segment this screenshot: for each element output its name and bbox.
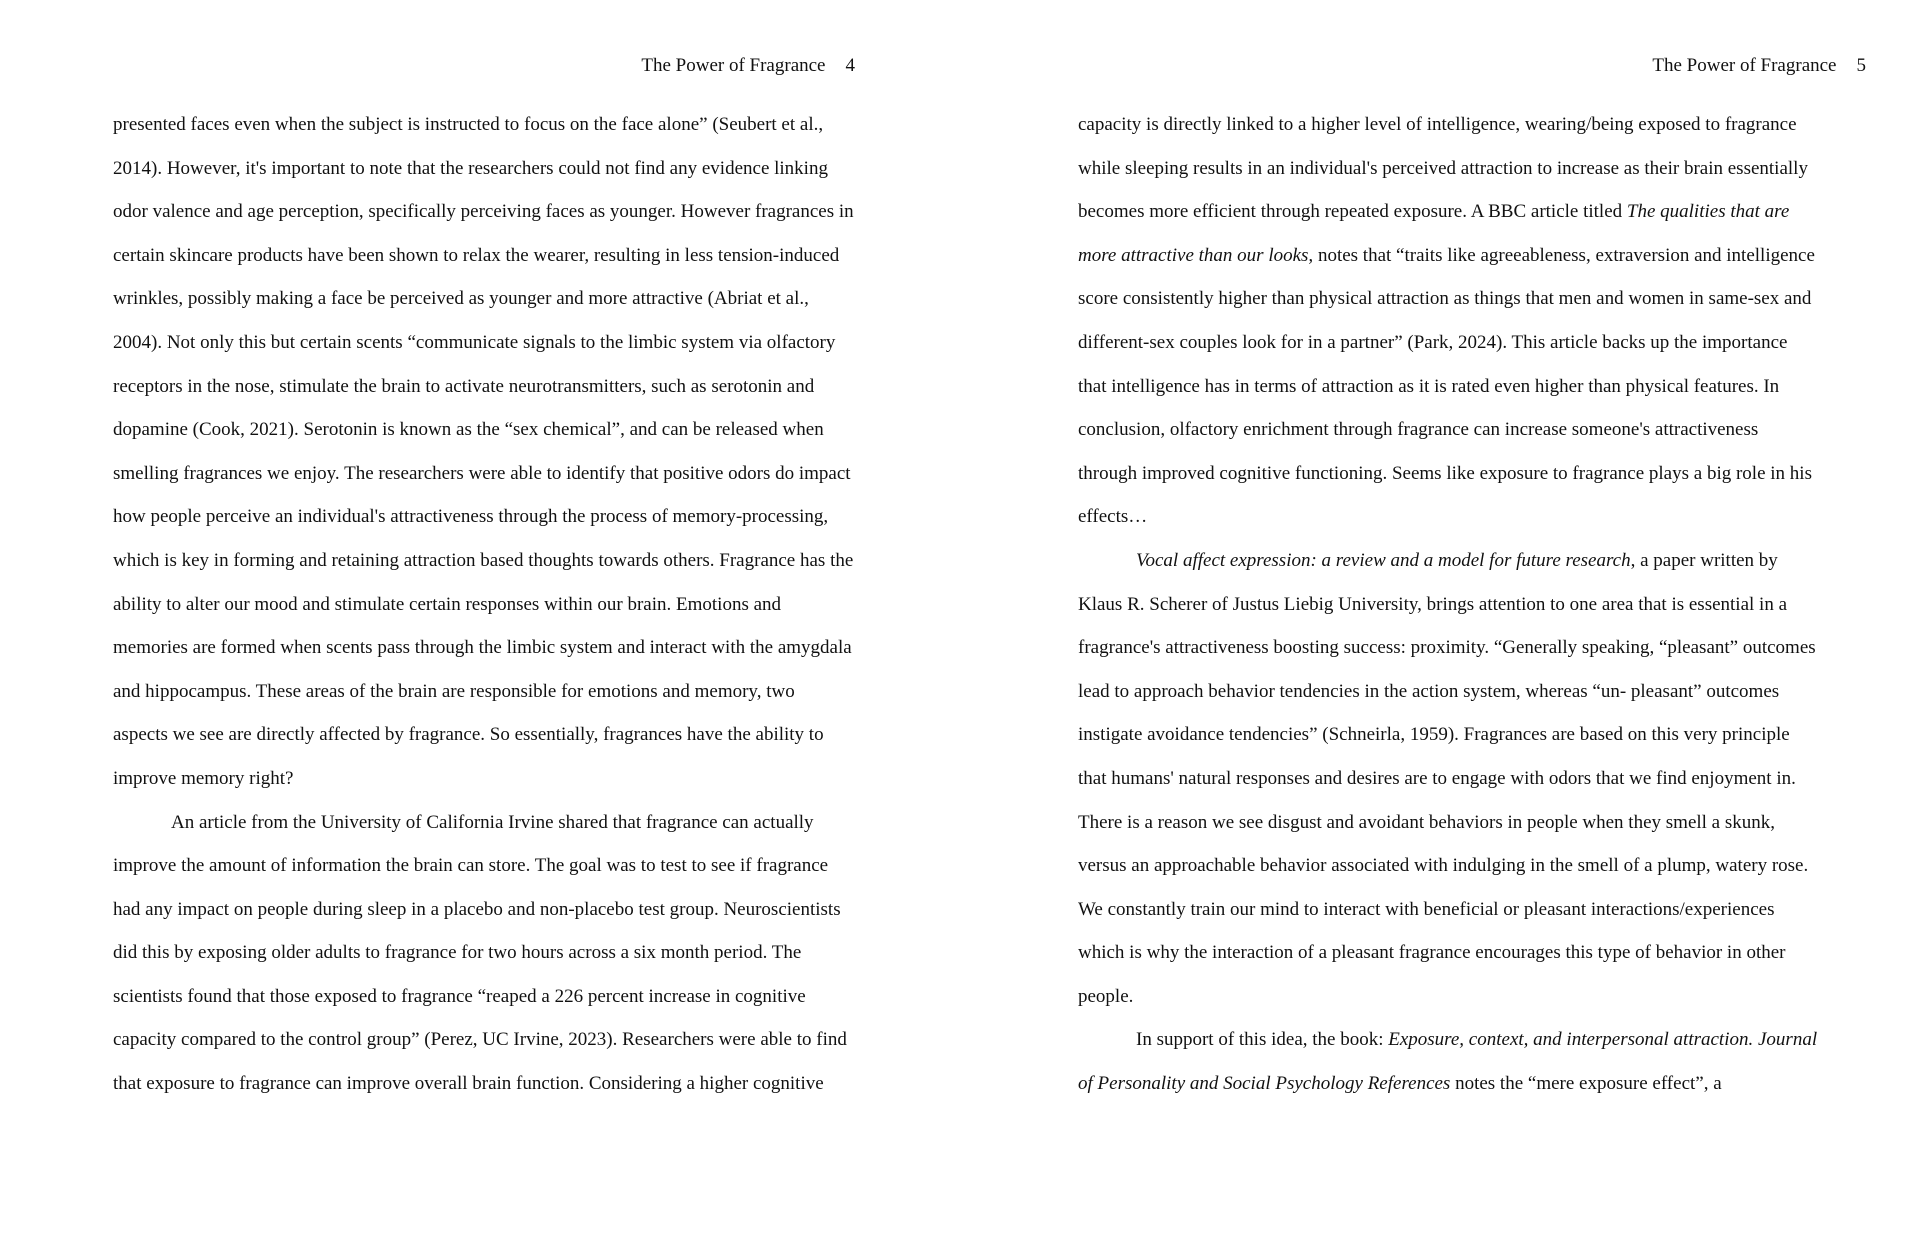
text-line: conclusion, olfactory enrichment through fragrance can increase someone's attractiveness — [1078, 419, 1759, 441]
italic-title: Vocal affect expression: a review and a model for future research — [1136, 549, 1631, 571]
text-line: 2014). However, it's important to note that the researchers could not find any evidence linking — [113, 157, 828, 179]
text-segment: notes the “mere exposure effect”, a — [1450, 1073, 1722, 1095]
text-line: and hippocampus. These areas of the brain are responsible for emotions and memory, two — [113, 680, 795, 702]
document-page-right — [960, 0, 1920, 1241]
text-line: instigate avoidance tendencies” (Schneirla, 1959). Fragrances are based on this very principle — [1078, 724, 1790, 746]
text-line: score consistently higher than physical attraction as things that men and women in same-sex and — [1078, 288, 1812, 310]
running-head-title: The Power of Fragrance — [641, 55, 826, 76]
text-line: fragrance's attractiveness boosting success: proximity. “Generally speaking, “pleasant” outcomes — [1078, 637, 1816, 659]
text-line: aspects we see are directly affected by fragrance. So essentially, fragrances have the ability to — [113, 724, 824, 746]
text-line — [1078, 190, 1838, 234]
text-line: smelling fragrances we enjoy. The researchers were able to identify that positive odors do impact — [113, 462, 851, 484]
text-line: which is why the interaction of a pleasant fragrance encourages this type of behavior in other — [1078, 942, 1786, 964]
text-line: that intelligence has in terms of attraction as it is rated even higher than physical features. In — [1078, 375, 1780, 397]
text-line: lead to approach behavior tendencies in the action system, whereas “un- pleasant” outcomes — [1078, 680, 1780, 702]
text-line: effects… — [1078, 506, 1148, 528]
page-number: 4 — [845, 55, 855, 76]
text-line: We constantly train our mind to interact with beneficial or pleasant interactions/experiences — [1078, 898, 1775, 920]
italic-title: Exposure, context, and interpersonal attraction. Journal — [1388, 1029, 1818, 1051]
body-text — [113, 103, 873, 1106]
text-line: people. — [1078, 985, 1134, 1007]
running-head-title: The Power of Fragrance — [1652, 55, 1837, 76]
text-line: that humans' natural responses and desires are to engage with odors that we find enjoyment in. — [1078, 767, 1796, 789]
text-line: certain skincare products have been shown to relax the wearer, resulting in less tension-induced — [113, 244, 840, 266]
text-segment: becomes more efficient through repeated exposure. A BBC article titled — [1078, 201, 1627, 223]
text-line: receptors in the nose, stimulate the brain to activate neurotransmitters, such as serotonin and — [113, 375, 815, 397]
text-line: different-sex couples look for in a partner” (Park, 2024). This article backs up the importance — [1078, 331, 1788, 353]
body-text — [1078, 103, 1838, 1106]
text-line: An article from the University of California Irvine shared that fragrance can actually — [171, 811, 814, 833]
text-line: that exposure to fragrance can improve overall brain function. Considering a higher cognitive — [113, 1073, 824, 1095]
text-line: scientists found that those exposed to fragrance “reaped a 226 percent increase in cognitive — [113, 985, 806, 1007]
page-number: 5 — [1856, 55, 1866, 76]
italic-title: of Personality and Social Psychology References — [1078, 1073, 1451, 1095]
text-line: which is key in forming and retaining attraction based thoughts towards others. Fragrance has the — [113, 549, 854, 571]
italic-title: The qualities that are — [1626, 201, 1790, 223]
text-line: There is a reason we see disgust and avoidant behaviors in people when they smell a skunk, — [1078, 811, 1776, 833]
text-segment: notes that “traits like agreeableness, extraversion and intelligence — [1313, 244, 1815, 266]
text-line: while sleeping results in an individual's perceived attraction to increase as their brain essentially — [1078, 157, 1808, 179]
text-segment: In support of this idea, the book: — [1136, 1029, 1389, 1051]
text-line — [1078, 1018, 1838, 1062]
text-line: wrinkles, possibly making a face be perceived as younger and more attractive (Abriat et al., — [113, 288, 809, 310]
text-line: odor valence and age perception, specifically perceiving faces as younger. However fragrances in — [113, 201, 854, 223]
text-line: ability to alter our mood and stimulate certain responses within our brain. Emotions and — [113, 593, 782, 615]
text-line: improve memory right? — [113, 767, 294, 789]
text-line: capacity compared to the control group” (Perez, UC Irvine, 2023). Researchers were able to find — [113, 1029, 847, 1051]
text-line: memories are formed when scents pass through the limbic system and interact with the amygdala — [113, 637, 852, 659]
text-line: through improved cognitive functioning. Seems like exposure to fragrance plays a big role in his — [1078, 462, 1812, 484]
text-line: improve the amount of information the brain can store. The goal was to test to see if fragrance — [113, 855, 829, 877]
text-segment: , a paper written by — [1630, 549, 1778, 571]
running-head — [1652, 55, 1866, 77]
text-line — [1078, 1062, 1838, 1106]
text-line: versus an approachable behavior associated with indulging in the smell of a plump, watery rose. — [1078, 855, 1809, 877]
text-line: did this by exposing older adults to fragrance for two hours across a six month period. The — [113, 942, 802, 964]
text-line: capacity is directly linked to a higher level of intelligence, wearing/being exposed to fragrance — [1078, 114, 1797, 135]
text-line — [1078, 539, 1838, 583]
text-line: had any impact on people during sleep in a placebo and non-placebo test group. Neuroscientists — [113, 898, 841, 920]
text-line: 2004). Not only this but certain scents “communicate signals to the limbic system via olfactory — [113, 331, 836, 353]
text-line: dopamine (Cook, 2021). Serotonin is known as the “sex chemical”, and can be released when — [113, 419, 824, 441]
italic-title: more attractive than our looks, — [1078, 244, 1314, 266]
text-line: how people perceive an individual's attractiveness through the process of memory-processing, — [113, 506, 829, 528]
running-head — [641, 55, 855, 77]
text-line: presented faces even when the subject is instructed to focus on the face alone” (Seubert et al., — [113, 114, 824, 135]
text-line — [1078, 234, 1838, 278]
text-line: Klaus R. Scherer of Justus Liebig University, brings attention to one area that is essential in a — [1078, 593, 1788, 615]
